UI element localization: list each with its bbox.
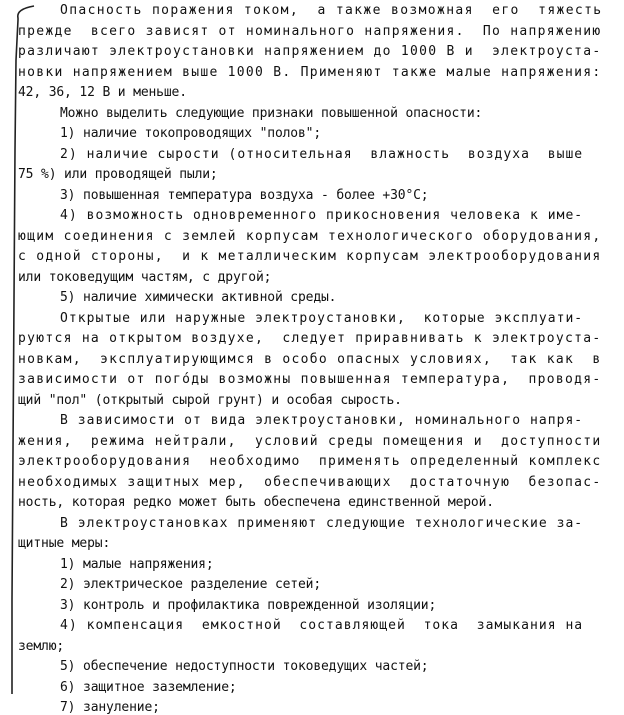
text-line-20: щий "пол" (открытый сырой грунт) и особая сырость. (18, 393, 402, 408)
text-line-27: щитные меры: (18, 536, 111, 551)
text-line-13: с одной стороны, и к металлическим корпусам электрооборудования (18, 249, 602, 264)
text-line-5: 42, 36, 12 В и меньше. (18, 85, 187, 100)
text-line-17: руются на открытом воздухе, следует приравнивать к электроуста- (18, 331, 602, 346)
text-line-10: 3) повышенная температура воздуха - более +30°С; (60, 188, 429, 203)
text-line-24: необходимых защитных мер, обеспечивающих достаточную безопас- (18, 475, 602, 490)
text-line-3: различают электроустановки напряжением до 1000 В и электроуста- (18, 44, 602, 59)
text-line-25: ность, которая редко может быть обеспечена единственной мерой. (18, 495, 494, 510)
text-line-12: ющим соединения с землей корпусам технологического оборудования, (18, 229, 602, 244)
text-line-4: новки напряжением выше 1000 В. Применяют также малые напряжения: (18, 65, 602, 80)
margin-bracket-line (0, 0, 40, 694)
text-line-8: 2) наличие сырости (относительная влажность воздуха выше (60, 147, 584, 162)
text-line-32: землю; (18, 639, 65, 654)
text-line-30: 3) контроль и профилактика поврежденной изоляции; (60, 598, 437, 613)
text-line-26: В электроустановках применяют следующие технологические за- (60, 516, 584, 531)
text-line-14: или токоведущим частям, с другой; (18, 270, 272, 285)
text-line-1: Опасность поражения током, а также возможная его тяжесть (60, 3, 603, 18)
text-line-15: 5) наличие химически активной среды. (60, 290, 337, 305)
text-line-11: 4) возможность одновременного прикосновения человека к име- (60, 208, 584, 223)
text-line-35: 7) зануление; (60, 700, 160, 715)
text-line-29: 2) электрическое разделение сетей; (60, 577, 322, 592)
text-line-6: Можно выделить следующие признаки повышенной опасности: (60, 106, 483, 121)
text-line-23: электрооборудования необходимо применять определенный комплекс (18, 454, 602, 469)
text-line-31: 4) компенсация емкостной составляющей тока замыкания на (60, 618, 584, 633)
text-line-21: В зависимости от вида электроустановки, номинального напря- (60, 413, 584, 428)
text-line-22: жения, режима нейтрали, условий среды помещения и доступности (18, 434, 602, 449)
text-line-9: 75 %) или проводящей пыли; (18, 167, 218, 182)
text-line-16: Открытые или наружные электроустановки, которые эксплуати- (60, 311, 584, 326)
text-line-33: 5) обеспечение недоступности токоведущих частей; (60, 659, 429, 674)
text-line-28: 1) малые напряжения; (60, 557, 214, 572)
text-line-19: зависимости от погóды возможны повышенная температура, проводя- (18, 372, 602, 387)
text-line-7: 1) наличие токопроводящих "полов"; (60, 126, 322, 141)
text-line-34: 6) защитное заземление; (60, 680, 237, 695)
text-line-2: прежде всего зависят от номинального напряжения. По напряжению (18, 24, 602, 39)
text-line-18: новкам, эксплуатирующимся в особо опасных условиях, так как в (18, 352, 602, 367)
